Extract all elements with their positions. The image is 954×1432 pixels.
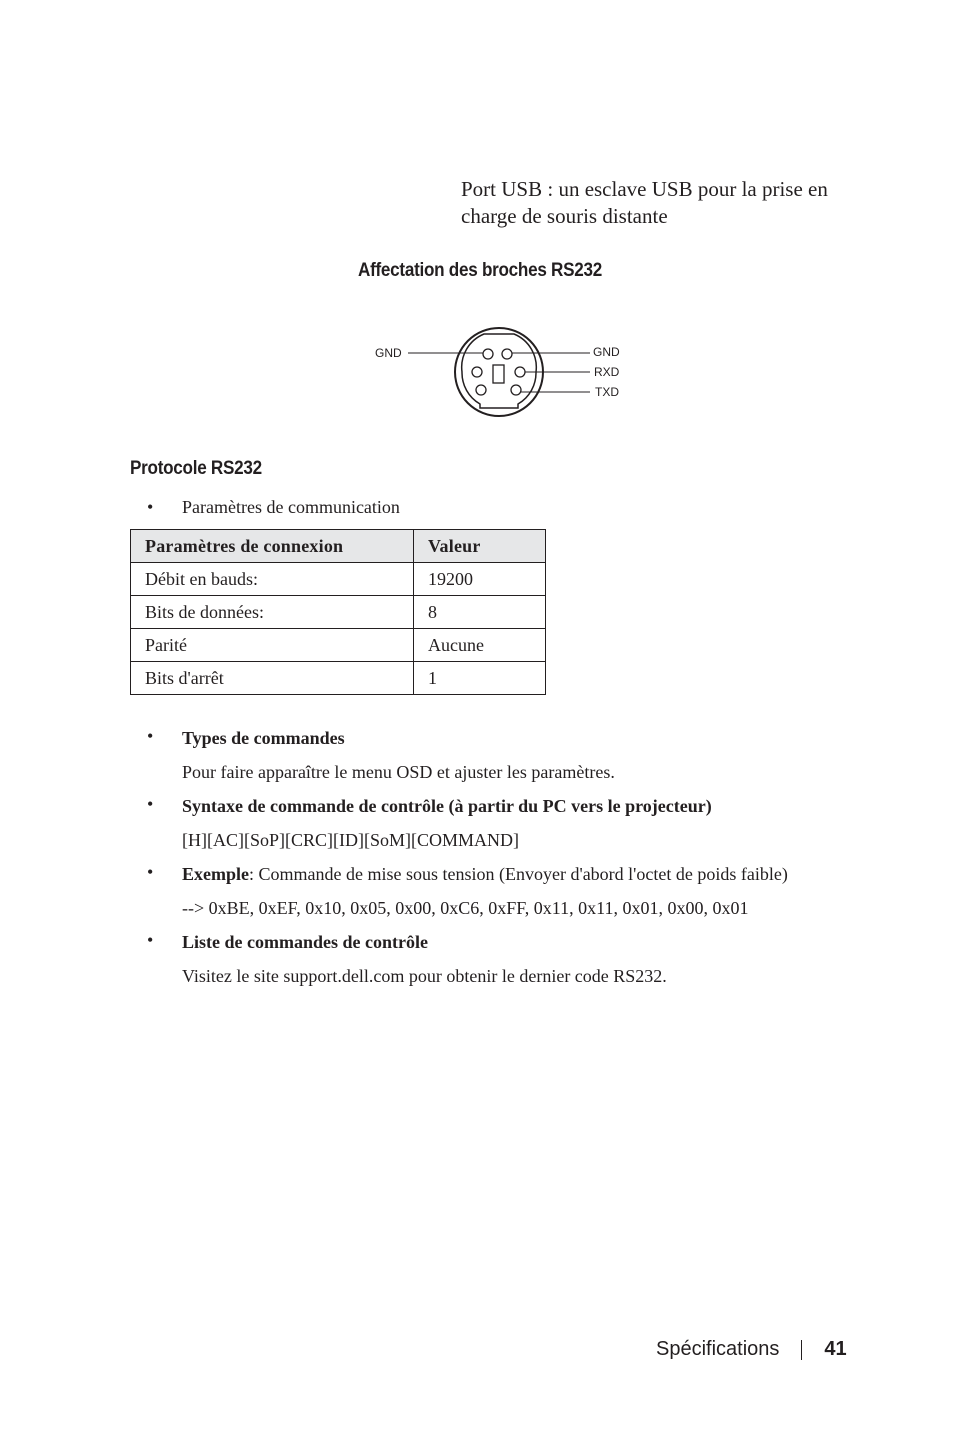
footer-divider [801, 1340, 802, 1360]
header-value: Valeur [414, 530, 546, 563]
connection-params-table [130, 529, 546, 695]
table-header-row [131, 530, 546, 563]
left-gnd-label: GND [375, 346, 402, 360]
bullet-dot: • [147, 862, 154, 882]
table-cell: Bits de données: [131, 596, 414, 629]
table-row [131, 629, 546, 662]
bullet-dot: • [147, 794, 154, 814]
bullet-dot: • [147, 497, 154, 517]
table-cell: Parité [131, 629, 414, 662]
command-list [147, 726, 887, 998]
rxd-label: RXD [594, 365, 620, 379]
table-row [131, 662, 546, 695]
page-number: 41 [824, 1338, 847, 1360]
rs232-connector-diagram [360, 322, 640, 426]
pin-mid-left [472, 367, 482, 377]
command-item-title: Types de commandes [182, 728, 345, 748]
table-cell: Bits d'arrêt [131, 662, 414, 695]
bullet-dot: • [147, 726, 154, 746]
table-cell: Débit en bauds: [131, 563, 414, 596]
list-item [147, 930, 887, 998]
table-cell: 19200 [414, 563, 546, 596]
communication-params-bullet [147, 495, 400, 519]
table-cell: 8 [414, 596, 546, 629]
list-item [147, 862, 887, 930]
list-item [147, 726, 887, 794]
txd-label: TXD [595, 385, 619, 399]
pin-bottom-right [511, 385, 521, 395]
command-item-text: --> 0xBE, 0xEF, 0x10, 0x05, 0x00, 0xC6, 0xFF, 0x11, 0x11, 0x01, 0x00, 0x01 [182, 898, 749, 918]
bullet-text: Paramètres de communication [182, 497, 400, 517]
command-item-text: [H][AC][SoP][CRC][ID][SoM][COMMAND] [182, 830, 519, 850]
pin-top-left [483, 349, 493, 359]
command-item-title: Exemple [182, 864, 249, 884]
connector-key [493, 365, 504, 383]
command-item-title: Syntaxe de commande de contrôle (à partir du PC vers le projecteur) [182, 796, 712, 816]
right-gnd-label: GND [593, 345, 620, 359]
command-item-text: Pour faire apparaître le menu OSD et ajuster les paramètres. [182, 762, 615, 782]
command-item-title-line [182, 862, 887, 896]
command-item-title-rest: : Commande de mise sous tension (Envoyer d'abord l'octet de poids faible) [249, 864, 788, 884]
list-item [147, 794, 887, 862]
page-footer [656, 1338, 847, 1361]
table-cell: Aucune [414, 629, 546, 662]
table-row [131, 596, 546, 629]
command-item-title: Liste de commandes de contrôle [182, 932, 428, 952]
pin-bottom-left [476, 385, 486, 395]
bullet-dot: • [147, 930, 154, 950]
pin-assignment-title: Affectation des broches RS232 [358, 260, 602, 281]
table-cell: 1 [414, 662, 546, 695]
pin-mid-right [515, 367, 525, 377]
table-row [131, 563, 546, 596]
usb-port-description: Port USB : un esclave USB pour la prise en charge de souris distante [461, 177, 828, 228]
pin-top-right [502, 349, 512, 359]
footer-section: Spécifications [656, 1338, 780, 1360]
protocol-title: Protocole RS232 [130, 458, 262, 479]
command-item-text: Visitez le site support.dell.com pour obtenir le dernier code RS232. [182, 966, 667, 986]
header-param: Paramètres de connexion [131, 530, 414, 563]
